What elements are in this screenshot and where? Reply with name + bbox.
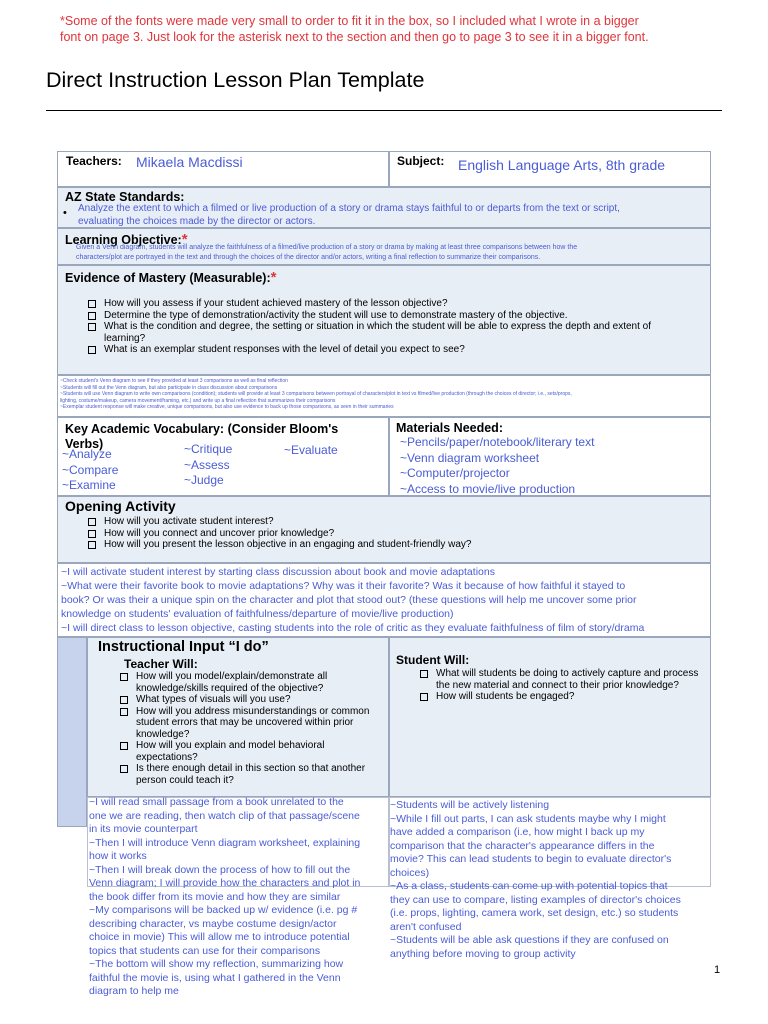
- bullet-icon: •: [63, 207, 67, 219]
- answer-line: knowledge on students' evaluation of faithfulness/departure of movie/live production): [61, 607, 454, 620]
- question-item: [120, 740, 376, 763]
- objective-line: Given a Venn diagram, students will analyze the faithfulness of a filmed/live production of a story or drama by making at least three comparisons between how the: [76, 244, 578, 251]
- answer-line: in its movie counterpart: [89, 823, 198, 835]
- title-divider: [46, 110, 722, 111]
- question-text: How will you explain and model behavioral expectations?: [136, 740, 325, 763]
- question-text: What types of visuals will you use?: [136, 694, 291, 705]
- checkbox-icon: [88, 518, 96, 526]
- checkbox-icon: [88, 323, 96, 331]
- question-text: Is there enough detail in this section so that another person could teach it?: [136, 763, 366, 786]
- subject-cell: [389, 151, 711, 187]
- materials-cell: [389, 417, 711, 496]
- question-item: [88, 539, 688, 551]
- answer-line: ~As a class, students can come up with potential topics that: [390, 880, 668, 892]
- checkbox-icon: [88, 346, 96, 354]
- checkbox-icon: [120, 742, 128, 750]
- question-text: How will you present the lesson objective in an engaging and student-friendly way?: [104, 539, 472, 550]
- question-item: [88, 298, 688, 310]
- answer-line: ~My comparisons will be backed up w/ evidence (i.e. pg #: [89, 904, 358, 916]
- vocab-col: [284, 443, 338, 459]
- answer-line: Venn diagram; I will provide how the characters and plot in: [89, 877, 361, 889]
- asterisk-marker: *: [181, 231, 188, 248]
- materials-list: [400, 435, 594, 497]
- vocab-col: [184, 442, 232, 489]
- answer-line: book? Or was their a unique spin on the character and plot that stood out? (these questions will help me uncover some prior: [61, 593, 637, 606]
- question-item: [88, 516, 688, 528]
- standards-line: evaluating the choices made by the director or actors.: [78, 216, 316, 227]
- answer-line: ~While I fill out parts, I can ask students maybe why I might: [390, 812, 666, 825]
- teacher-questions: [120, 671, 376, 786]
- answer-line: describing character, vs maybe costume design/actor: [89, 917, 337, 930]
- answer-line: have added a comparison (i.e, how might I back up my: [390, 826, 645, 838]
- answer-line: ~Exemplar student response will make creative, unique comparisons, but also use evidence to back up those comparisons, as seen in their summaries: [60, 404, 394, 410]
- font-size-note-line: font on page 3. Just look for the asterisk next to the section and then go to page 3 to see it in a bigger font.: [60, 30, 649, 44]
- answer-line: ~I will read small passage from a book unrelated to the: [89, 796, 344, 808]
- objective-line: characters/plot are portrayed in the text and through the choices of the director and/or actors, writing a final reflection to summarize their comparisons.: [76, 253, 541, 261]
- question-item: [88, 321, 688, 344]
- subject-label: Subject:: [397, 154, 445, 168]
- question-item: [120, 694, 376, 706]
- answer-line: aren't confused: [390, 920, 462, 933]
- vocab-word: ~Examine: [62, 478, 116, 492]
- standards-label: AZ State Standards:: [65, 190, 185, 204]
- question-item: [120, 763, 376, 786]
- evidence-answer-cell: [57, 375, 711, 417]
- student-answers: [390, 799, 710, 961]
- answer-line: ~Students will fill out the Venn diagram, but also participate in class discussion about comparisons: [60, 384, 278, 391]
- answer-line: ~I will activate student interest by starting class discussion about book and movie adaptations: [61, 566, 495, 578]
- materials-label: Materials Needed:: [396, 421, 503, 435]
- checkbox-icon: [88, 312, 96, 320]
- answer-line: how it works: [89, 850, 147, 862]
- materials-item: ~Venn diagram worksheet: [400, 450, 540, 465]
- question-text: What will students be doing to actively capture and process the new material and connect to their prior knowledge?: [436, 668, 699, 691]
- vocab-word: ~Assess: [184, 457, 230, 472]
- checkbox-icon: [88, 530, 96, 538]
- question-text: How will students be engaged?: [436, 691, 575, 702]
- materials-item: ~Pencils/paper/notebook/literary text: [400, 435, 595, 449]
- question-item: [88, 310, 688, 322]
- evidence-questions: [88, 298, 688, 356]
- answer-line: ~Students will be able ask questions if they are confused on: [390, 934, 669, 946]
- objective-label-text: Learning Objective:: [65, 233, 182, 247]
- standards-cell: [57, 187, 711, 228]
- answer-line: ~Students will be actively listening: [390, 799, 550, 811]
- question-item: [120, 671, 376, 694]
- answer-line: ~Then I will break down the process of how to fill out the: [89, 863, 351, 876]
- vocab-word: ~Analyze: [62, 447, 112, 461]
- answer-line: lighting, costume/makeup, camera movement/framing, etc.) and write up a final reflection that summarizes their comparisons: [60, 397, 336, 404]
- checkbox-icon: [120, 708, 128, 716]
- asterisk-marker: *: [270, 269, 277, 286]
- vocab-col: [62, 447, 118, 494]
- opening-label: Opening Activity: [65, 498, 176, 514]
- evidence-cell: [57, 265, 711, 375]
- checkbox-icon: [88, 300, 96, 308]
- answer-line: ~Students will use Venn diagram to write own comparisons (condition); students will provide at least 3 comparisons between portrayal of characters/plot in text vs filmed/live production (through the choices of director; i.e., sets/props,: [60, 391, 572, 397]
- objective-cell: [57, 228, 711, 265]
- teachers-cell: [57, 151, 389, 187]
- evidence-label-text: Evidence of Mastery (Measurable):: [65, 271, 271, 285]
- answer-line: choice in movie) This will allow me to introduce potential: [89, 931, 350, 943]
- teacher-will-cell: [87, 637, 389, 797]
- vocab-cell: [57, 417, 389, 496]
- question-text: What is an exemplar student responses with the level of detail you expect to see?: [104, 344, 465, 355]
- question-text: How will you activate student interest?: [104, 516, 274, 527]
- font-size-note: [60, 13, 649, 45]
- vocab-label-line: Verbs): [65, 437, 104, 451]
- student-will-cell: [389, 637, 711, 797]
- standards-text: [78, 202, 620, 228]
- page-title: Direct Instruction Lesson Plan Template: [46, 68, 425, 92]
- opening-answers: [61, 566, 644, 636]
- vocab-word: ~Judge: [184, 473, 224, 487]
- checkbox-icon: [420, 693, 428, 701]
- answer-line: topics that students can use for their comparisons: [89, 944, 321, 957]
- student-will-label: Student Will:: [396, 653, 470, 667]
- question-text: How will you address misunderstandings or common student errors that may be uncovered within prior knowledge?: [136, 705, 370, 740]
- vocab-word: ~Evaluate: [284, 443, 338, 457]
- materials-item: ~Computer/projector: [400, 466, 510, 480]
- answer-line: ~Then I will introduce Venn diagram worksheet, explaining: [89, 836, 361, 849]
- font-size-note-line: *Some of the fonts were made very small to order to fit it in the box, so I included what I wrote in a bigger: [60, 14, 639, 28]
- objective-text: [76, 243, 577, 262]
- answer-line: faithful the movie is, using what I gathered in the Venn: [89, 971, 341, 984]
- checkbox-icon: [420, 670, 428, 678]
- opening-answer-cell: [57, 563, 711, 637]
- opening-questions: [88, 516, 688, 551]
- teacher-answers: [89, 796, 389, 999]
- vocab-label-line: Key Academic Vocabulary: (Consider Bloom's: [65, 422, 339, 436]
- answer-line: movie? This can lead students to begin to evaluate director's: [390, 853, 672, 865]
- answer-line: the book differ from its movie and how they are similar: [89, 890, 341, 903]
- instructional-label: Instructional Input “I do”: [98, 639, 269, 655]
- question-text: How will you assess if your student achieved mastery of the lesson objective?: [104, 298, 448, 309]
- answer-line: (i.e. props, lighting, camera work, set design, etc.) so students: [390, 907, 679, 919]
- evidence-answers: [60, 378, 708, 411]
- checkbox-icon: [120, 673, 128, 681]
- teachers-value: Mikaela Macdissi: [136, 154, 243, 170]
- question-item: [420, 691, 700, 703]
- vocab-word: ~Compare: [62, 462, 119, 477]
- checkbox-icon: [120, 765, 128, 773]
- answer-line: anything before moving to group activity: [390, 947, 576, 960]
- question-text: How will you model/explain/demonstrate all knowledge/skills required of the objective?: [136, 671, 328, 694]
- question-item: [420, 668, 700, 691]
- teacher-will-label: Teacher Will:: [124, 657, 198, 671]
- answer-line: ~The bottom will show my reflection, summarizing how: [89, 958, 344, 970]
- instructional-side-bar: [57, 637, 87, 827]
- answer-line: ~What were their favorite book to movie adaptations? Why was it their favorite? Was it because of how faithful it stayed to: [61, 579, 626, 592]
- question-item: [88, 344, 688, 356]
- answer-line: they can use to compare, listing examples of director's choices: [390, 893, 681, 906]
- checkbox-icon: [120, 696, 128, 704]
- answer-line: ~Check student's Venn diagram to see if they provided at least 3 comparisons as well as final reflection: [60, 378, 288, 384]
- student-questions: [420, 668, 700, 703]
- teachers-label: Teachers:: [66, 154, 122, 168]
- question-item: [120, 706, 376, 741]
- page-number: 1: [714, 964, 721, 976]
- subject-value: English Language Arts, 8th grade: [458, 157, 666, 173]
- question-text: Determine the type of demonstration/activity the student will use to demonstrate mastery of the objective.: [104, 309, 568, 321]
- evidence-label: [65, 269, 276, 286]
- checkbox-icon: [88, 541, 96, 549]
- answer-line: one we are reading, then watch clip of that passage/scene: [89, 809, 360, 822]
- vocab-word: ~Critique: [184, 442, 233, 456]
- answer-line: comparison that the character's appearance differs in the: [390, 839, 655, 852]
- answer-line: ~I will direct class to lesson objective, casting students into the role of critic as they evaluate faithfulness of film of story/drama: [61, 621, 645, 634]
- answer-line: choices): [390, 866, 430, 879]
- answer-line: diagram to help me: [89, 985, 179, 997]
- question-text: What is the condition and degree, the setting or situation in which the student will be able to express the depth and extent of learning?: [104, 321, 652, 344]
- standards-line: Analyze the extent to which a filmed or live production of a story or drama stays faithful to or departs from the text or script,: [78, 203, 620, 214]
- opening-cell: [57, 496, 711, 563]
- question-item: [88, 528, 688, 540]
- materials-item: ~Access to movie/live production: [400, 481, 576, 496]
- question-text: How will you connect and uncover prior knowledge?: [104, 527, 335, 539]
